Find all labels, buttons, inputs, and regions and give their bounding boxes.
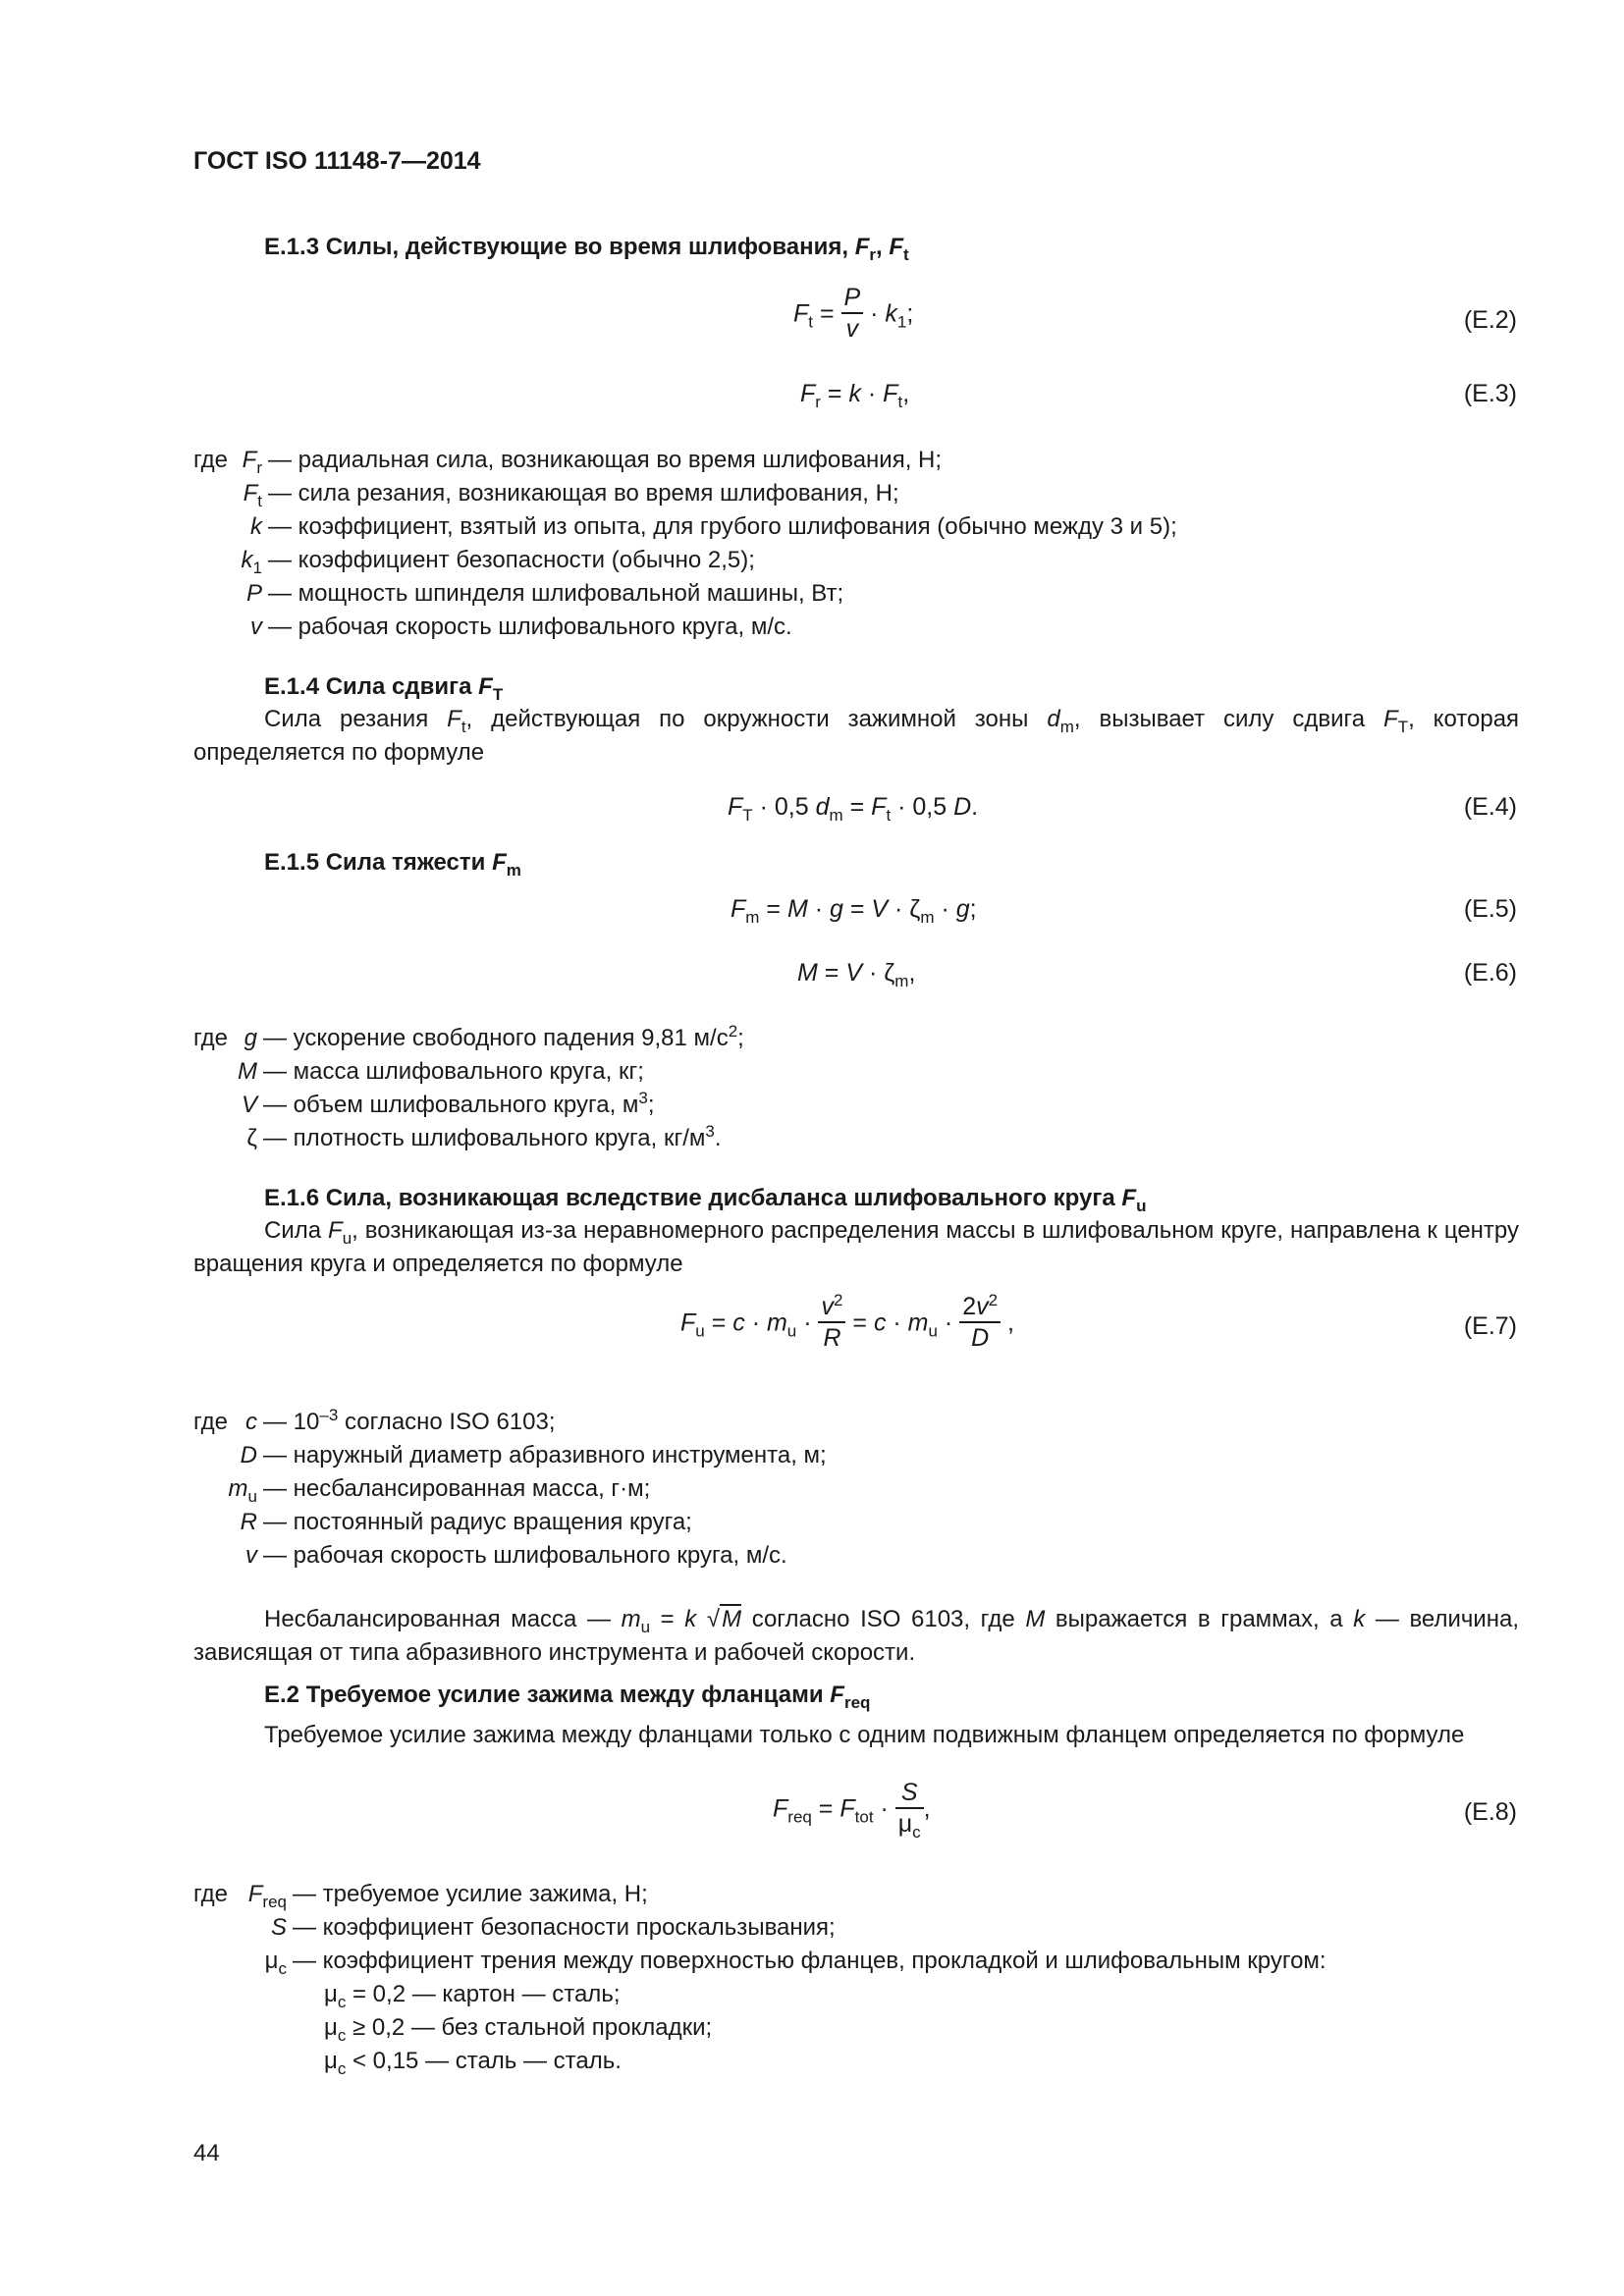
definition-symbol: ζ bbox=[246, 1125, 257, 1151]
document-header: ГОСТ ISO 11148-7—2014 bbox=[193, 147, 481, 175]
definition-text: — коэффициент безопасности проскальзывания; bbox=[293, 1914, 836, 1941]
section-e14-title: Е.1.4 Сила сдвига $F_T$ bbox=[264, 673, 504, 704]
section-e13-title: Е.1.3 Силы, действующие во время шлифования, $F_r$, $F_t$ bbox=[264, 234, 909, 264]
paragraph-e16: Сила $F_u$, возникающая из-за неравномерного распределения массы в шлифовальном круге, направлена к центру вращения круга и определяется по формуле bbox=[193, 1217, 1519, 1277]
friction-value-item: $\mu_c < 0,15$ — сталь — сталь. bbox=[324, 2048, 622, 2078]
section-e15-title: Е.1.5 Сила тяжести $F_m$ bbox=[264, 849, 521, 880]
definition-text: — требуемое усилие зажима, Н; bbox=[293, 1881, 648, 1907]
equation-number: (E.7) bbox=[1463, 1312, 1517, 1340]
equation-number: (E.6) bbox=[1463, 959, 1517, 987]
definition-prefix: где bbox=[193, 1881, 229, 1907]
definition-row bbox=[193, 1022, 1470, 1055]
definition-row bbox=[193, 1945, 1470, 1978]
definition-symbol: $F_r$ bbox=[242, 447, 262, 477]
equation-e3: $F_r = k \cdot F_t$, bbox=[800, 380, 910, 411]
paragraph-e14: Сила резания $F_t$, действующая по окружности зажимной зоны $d_m$, вызывает силу сдвига $F_T$, которая определяется по формуле bbox=[193, 706, 1520, 766]
definition-row bbox=[193, 1122, 1470, 1155]
definition-row bbox=[193, 1472, 1470, 1506]
definition-row bbox=[193, 1506, 1470, 1539]
equation-e5: $F_m = M \cdot g = V \cdot \zeta_m \cdot g$; bbox=[731, 895, 977, 927]
definition-row bbox=[193, 577, 1470, 611]
page-number: 44 bbox=[193, 2140, 220, 2166]
equation-number: (E.5) bbox=[1463, 895, 1517, 923]
definition-row bbox=[193, 444, 1470, 477]
definition-symbol: $F_t$ bbox=[243, 480, 262, 510]
definition-text: — наружный диаметр абразивного инструмента, м; bbox=[263, 1442, 827, 1468]
definition-text: — мощность шпинделя шлифовальной машины, Вт; bbox=[268, 580, 844, 607]
definition-text: — радиальная сила, возникающая во время шлифования, Н; bbox=[268, 447, 943, 473]
equation-e8: $F_{req} = F_{tot}$ · $\frac{S}{\mu_c}$ , bbox=[773, 1779, 931, 1842]
definition-text: — сила резания, возникающая во время шлифования, Н; bbox=[268, 480, 899, 507]
definition-row bbox=[193, 1911, 1470, 1945]
definition-row bbox=[193, 611, 1470, 644]
definition-text: — масса шлифовального круга, кг; bbox=[263, 1058, 644, 1085]
definition-symbol: $\mu_c$ bbox=[264, 1948, 287, 1978]
definition-symbol: c bbox=[245, 1409, 257, 1435]
definition-symbol: $k_1$ bbox=[241, 547, 262, 577]
definition-symbol: R bbox=[240, 1509, 257, 1535]
definition-text: — рабочая скорость шлифовального круга, м/с. bbox=[268, 614, 792, 640]
definition-symbol: P bbox=[245, 580, 262, 607]
definition-symbol: k bbox=[250, 513, 262, 540]
definition-row bbox=[193, 510, 1470, 544]
definition-symbol: D bbox=[240, 1442, 257, 1468]
definition-row bbox=[193, 1055, 1470, 1089]
definition-text: — коэффициент, взятый из опыта, для грубого шлифования (обычно между 3 и 5); bbox=[268, 513, 1177, 540]
equation-number: (E.8) bbox=[1463, 1798, 1517, 1826]
definition-row bbox=[193, 1439, 1470, 1472]
definition-text: — коэффициент безопасности (обычно 2,5); bbox=[268, 547, 755, 573]
equation-number: (E.4) bbox=[1463, 793, 1517, 821]
definition-text: — $10^{-3}$ согласно ISO 6103; bbox=[263, 1406, 556, 1435]
definition-symbol: M bbox=[238, 1058, 257, 1085]
equation-e2: $F_t$ = $\frac{P}{v}$ · $k_1$; bbox=[793, 284, 914, 343]
definition-prefix: где bbox=[193, 1409, 229, 1435]
definition-text: — несбалансированная масса, г·м; bbox=[263, 1475, 651, 1502]
definition-row bbox=[193, 1406, 1470, 1439]
definition-row bbox=[193, 1539, 1470, 1573]
definition-row bbox=[193, 1089, 1470, 1122]
paragraph-e2: Требуемое усилие зажима между фланцами только с одним подвижным фланцем определяется по формуле bbox=[264, 1722, 1465, 1748]
definitions-e16 bbox=[193, 1406, 1470, 1573]
paragraph-unbalanced-mass: Несбалансированная масса — $m_u = k$ √M согласно ISO 6103, где M выражается в граммах, а k — величина, зависящая от типа абразивного инструмента и рабочей скорости. bbox=[193, 1606, 1520, 1666]
definition-symbol: g bbox=[244, 1025, 257, 1051]
definition-row bbox=[193, 477, 1470, 510]
definitions-e13 bbox=[193, 444, 1470, 644]
equation-e4: $F_T \cdot 0,5$ $d_m = F_t \cdot 0,5$ D. bbox=[728, 793, 979, 825]
definition-row bbox=[193, 544, 1470, 577]
definition-prefix: где bbox=[193, 1025, 229, 1051]
definitions-e2 bbox=[193, 1878, 1470, 1978]
definition-text: — плотность шлифовального круга, $кг/м^3$. bbox=[263, 1122, 722, 1151]
section-e16-title: Е.1.6 Сила, возникающая вследствие дисбаланса шлифовального круга $F_u$ bbox=[264, 1185, 1147, 1215]
equation-e7: $F_u = c \cdot m_u$ · $\frac{v^2}{R}$ = $c \cdot m_u$ · $\frac{2v^2}{D}$ , bbox=[680, 1291, 1014, 1352]
friction-value-item: $\mu_c = 0,2$ — картон — сталь; bbox=[324, 1981, 621, 2011]
definition-symbol: $m_u$ bbox=[228, 1475, 257, 1506]
equation-number: (E.2) bbox=[1463, 306, 1517, 334]
section-e2-title: Е.2 Требуемое усилие зажима между фланцами $F_{req}$ bbox=[264, 1682, 871, 1712]
definition-prefix: где bbox=[193, 447, 229, 473]
friction-value-item: $\mu_c \ge 0,2$ — без стальной прокладки; bbox=[324, 2014, 713, 2045]
definition-text: — постоянный радиус вращения круга; bbox=[263, 1509, 692, 1535]
definition-text: — рабочая скорость шлифовального круга, м/с. bbox=[263, 1542, 787, 1569]
equation-e6: $M = V \cdot \zeta_m$, bbox=[797, 959, 916, 990]
definition-text: — ускорение свободного падения 9,81 $м/с^2$; bbox=[263, 1022, 744, 1051]
definition-symbol: v bbox=[245, 1542, 257, 1569]
definition-symbol: $F_{req}$ bbox=[247, 1881, 287, 1911]
definition-symbol: S bbox=[270, 1914, 287, 1941]
definition-text: — коэффициент трения между поверхностью фланцев, прокладкой и шлифовальным кругом: bbox=[293, 1948, 1326, 1974]
definition-row bbox=[193, 1878, 1470, 1911]
definition-text: — объем шлифовального круга, $м^3$; bbox=[263, 1089, 655, 1118]
definition-symbol: v bbox=[250, 614, 262, 640]
definitions-e15 bbox=[193, 1022, 1470, 1155]
friction-values-list bbox=[324, 1978, 712, 2078]
definition-symbol: V bbox=[241, 1092, 257, 1118]
equation-number: (E.3) bbox=[1463, 380, 1517, 407]
